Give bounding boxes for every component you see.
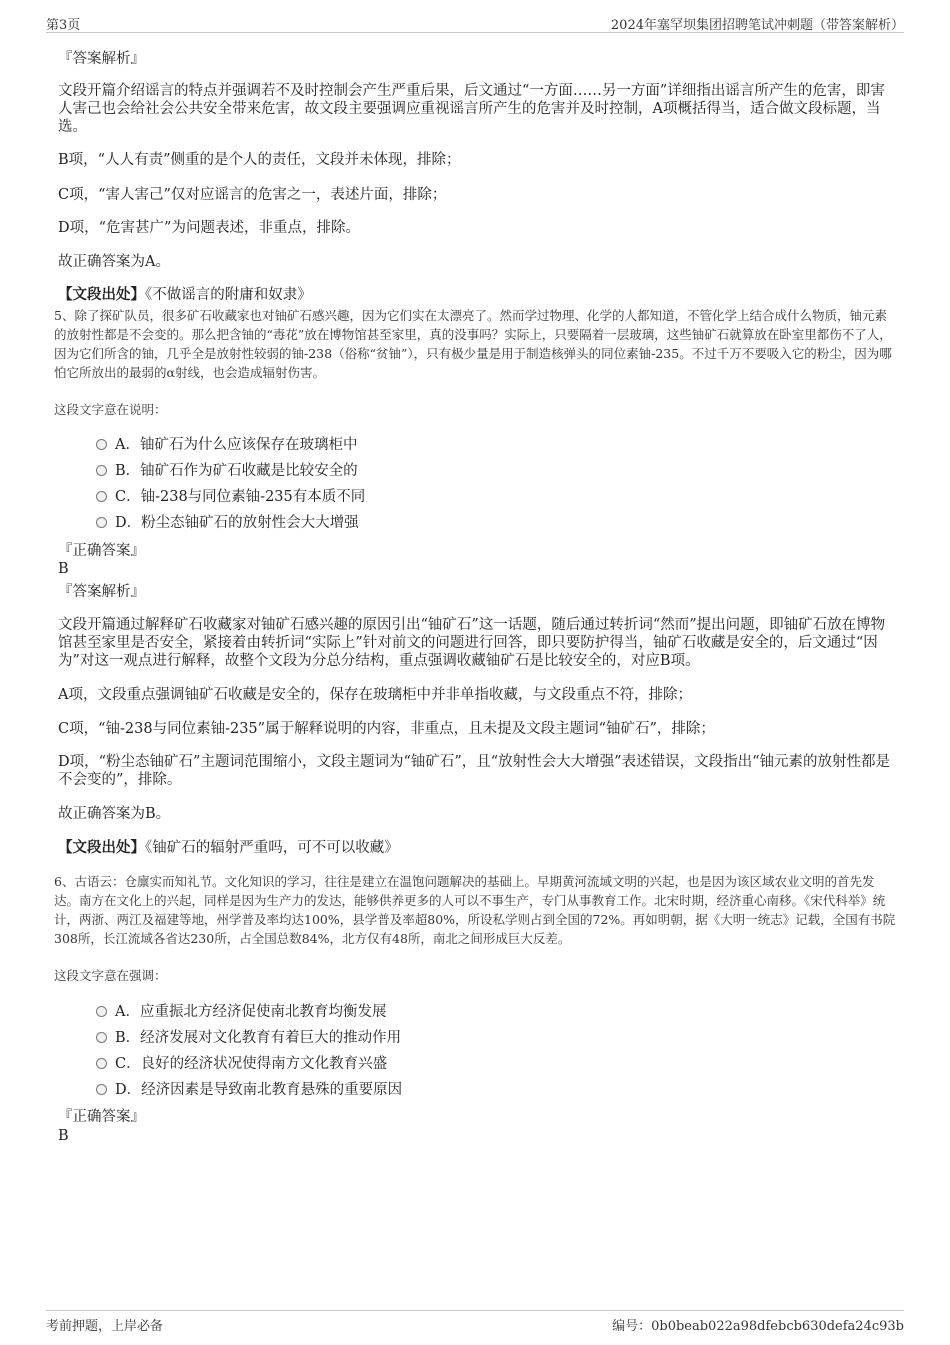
q6-prompt: 这段文字意在强调： xyxy=(54,968,167,983)
q5-option-a[interactable] xyxy=(96,436,357,454)
option-letter: A． xyxy=(115,1004,140,1020)
option-text: 经济发展对文化教育有着巨大的推动作用 xyxy=(140,1030,402,1046)
prev-analysis-option-d: D项，“危害甚广”为问题表述，非重点，排除。 xyxy=(58,220,360,236)
radio-button-icon[interactable] xyxy=(96,465,107,476)
page-number: 第3页 xyxy=(46,18,81,33)
option-text: 铀-238与同位素铀-235有本质不同 xyxy=(140,489,366,505)
q5-analysis-tag: 『答案解析』 xyxy=(58,584,145,600)
q5-answer: B xyxy=(58,561,69,577)
option-letter: D． xyxy=(115,515,142,531)
option-text: 良好的经济状况使得南方文化教育兴盛 xyxy=(140,1056,388,1072)
q5-analysis-paragraph: 文段开篇通过解释矿石收藏家对铀矿石感兴趣的原因引出“铀矿石”这一话题，随后通过转折词“然而”提出问题，即铀矿石放在博物馆甚至家里是否安全，紧接着由转折词“实际上”针对前文的问题进行回答，即只要防护得当，铀矿石收藏是安全的，后文通过“因为”对这一观点进行解释，故整个文段为分总分结构，重点强调收藏铀矿石是比较安全的，对应B项。 xyxy=(58,617,886,669)
q6-option-d[interactable] xyxy=(96,1081,402,1099)
q5-analysis-option-a: A项，文段重点强调铀矿石收藏是安全的，保存在玻璃柜中并非单指收藏，与文段重点不符，排除； xyxy=(58,687,692,703)
option-text: 铀矿石作为矿石收藏是比较安全的 xyxy=(140,463,358,479)
option-text: 铀矿石为什么应该保存在玻璃柜中 xyxy=(139,437,358,453)
q5-answer-tag: 『正确答案』 xyxy=(58,543,145,559)
prev-analysis-option-c: C项，“害人害己”仅对应谣言的危害之一，表述片面，排除； xyxy=(58,187,447,203)
radio-button-icon[interactable] xyxy=(96,1032,107,1043)
option-letter: C． xyxy=(115,489,141,505)
page-footer xyxy=(46,1310,904,1335)
option-letter: B． xyxy=(115,463,141,479)
prev-analysis-option-b: B项，“人人有责”侧重的是个人的责任，文段并未体现，排除； xyxy=(58,152,461,168)
document-id: 编号：0b0beab022a98dfebcb630defa24c93b xyxy=(612,1319,904,1334)
q5-prompt: 这段文字意在说明： xyxy=(54,402,167,417)
option-letter: B． xyxy=(115,1030,141,1046)
source-title: 《不做谣言的附庸和奴隶》 xyxy=(145,287,312,303)
option-text: 经济因素是导致南北教育悬殊的重要原因 xyxy=(141,1082,403,1098)
page-header xyxy=(46,12,904,33)
q6-answer-tag: 『正确答案』 xyxy=(58,1109,145,1125)
q5-option-c[interactable] xyxy=(96,488,365,506)
q5-source xyxy=(58,839,399,857)
q5-conclusion: 故正确答案为B。 xyxy=(58,806,171,822)
source-label: 【文段出处】 xyxy=(58,839,145,856)
radio-button-icon[interactable] xyxy=(96,1058,107,1069)
radio-button-icon[interactable] xyxy=(96,1006,107,1017)
q5-analysis-option-d: D项，“粉尘态铀矿石”主题词范围缩小，文段主题词为“铀矿石”，且“放射性会大大增强”表述错误，文段指出“铀元素的放射性都是不会变的”，排除。 xyxy=(58,754,891,788)
footer-slogan: 考前押题，上岸必备 xyxy=(46,1319,164,1334)
q5-option-d[interactable] xyxy=(96,514,359,532)
option-text: 粉尘态铀矿石的放射性会大大增强 xyxy=(141,515,359,531)
prev-source xyxy=(58,286,312,304)
option-text: 应重振北方经济促使南北教育均衡发展 xyxy=(139,1004,387,1020)
q5-stem: 5、除了探矿队员，很多矿石收藏家也对铀矿石感兴趣，因为它们实在太漂亮了。然而学过物理、化学的人都知道，不管化学上结合成什么物质，铀元素的放射性都是不会变的。那么把含铀的“毒花”放在博物馆甚至家里，真的没事吗？实际上，只要隔着一层玻璃，这些铀矿石就算放在卧室里都伤不了人，因为它们所含的铀，几乎全是放射性较弱的铀-238（俗称“贫铀”），只有极少量是用于制造核弹头的同位素铀-235。不过千万不要吸入它的粉尘，因为哪怕它所放出的最弱的α射线，也会造成辐射伤害。 xyxy=(54,308,892,380)
q6-stem: 6、古语云：仓廪实而知礼节。文化知识的学习，往往是建立在温饱问题解决的基础上。早期黄河流域文明的兴起，也是因为该区域农业文明的首先发达。南方在文化上的兴起，同样是因为生产力的发达，能够供养更多的人可以不事生产，专门从事教育工作。北宋时期，经济重心南移。《宋代科举》统计，两浙、两江及福建等地，州学普及率均达100%，县学普及率超80%，所设私学则占到全国的72%。再如明朝，据《大明一统志》记载，全国有书院308所，长江流域各省达230所，占全国总数84%，北方仅有48所，南北之间形成巨大反差。 xyxy=(54,874,896,946)
radio-button-icon[interactable] xyxy=(96,491,107,502)
option-letter: A． xyxy=(115,437,140,453)
document-title: 2024年塞罕坝集团招聘笔试冲刺题（带答案解析） xyxy=(610,18,904,33)
radio-button-icon[interactable] xyxy=(96,517,107,528)
q6-option-a[interactable] xyxy=(96,1003,386,1021)
prev-analysis-paragraph: 文段开篇介绍谣言的特点并强调若不及时控制会产生严重后果，后文通过“一方面……另一方面”详细指出谣言所产生的危害，即害人害己也会给社会公共安全带来危害，故文段主要强调应重视谣言所产生的危害并及时控制，A项概括得当，适合做文段标题，当选。 xyxy=(58,83,885,135)
prev-analysis-tag: 『答案解析』 xyxy=(58,51,145,67)
option-letter: D． xyxy=(115,1082,142,1098)
radio-button-icon[interactable] xyxy=(96,1084,107,1095)
prev-conclusion: 故正确答案为A。 xyxy=(58,254,170,270)
option-letter: C． xyxy=(115,1056,141,1072)
q6-option-c[interactable] xyxy=(96,1055,387,1073)
q6-option-b[interactable] xyxy=(96,1029,401,1047)
source-title: 《铀矿石的辐射严重吗，可不可以收藏》 xyxy=(145,840,399,856)
radio-button-icon[interactable] xyxy=(96,439,107,450)
q5-analysis-option-c: C项，“铀-238与同位素铀-235”属于解释说明的内容，非重点，且未提及文段主题词“铀矿石”，排除； xyxy=(58,721,715,737)
q6-answer: B xyxy=(58,1128,69,1144)
source-label: 【文段出处】 xyxy=(58,286,145,303)
q5-option-b[interactable] xyxy=(96,462,358,480)
